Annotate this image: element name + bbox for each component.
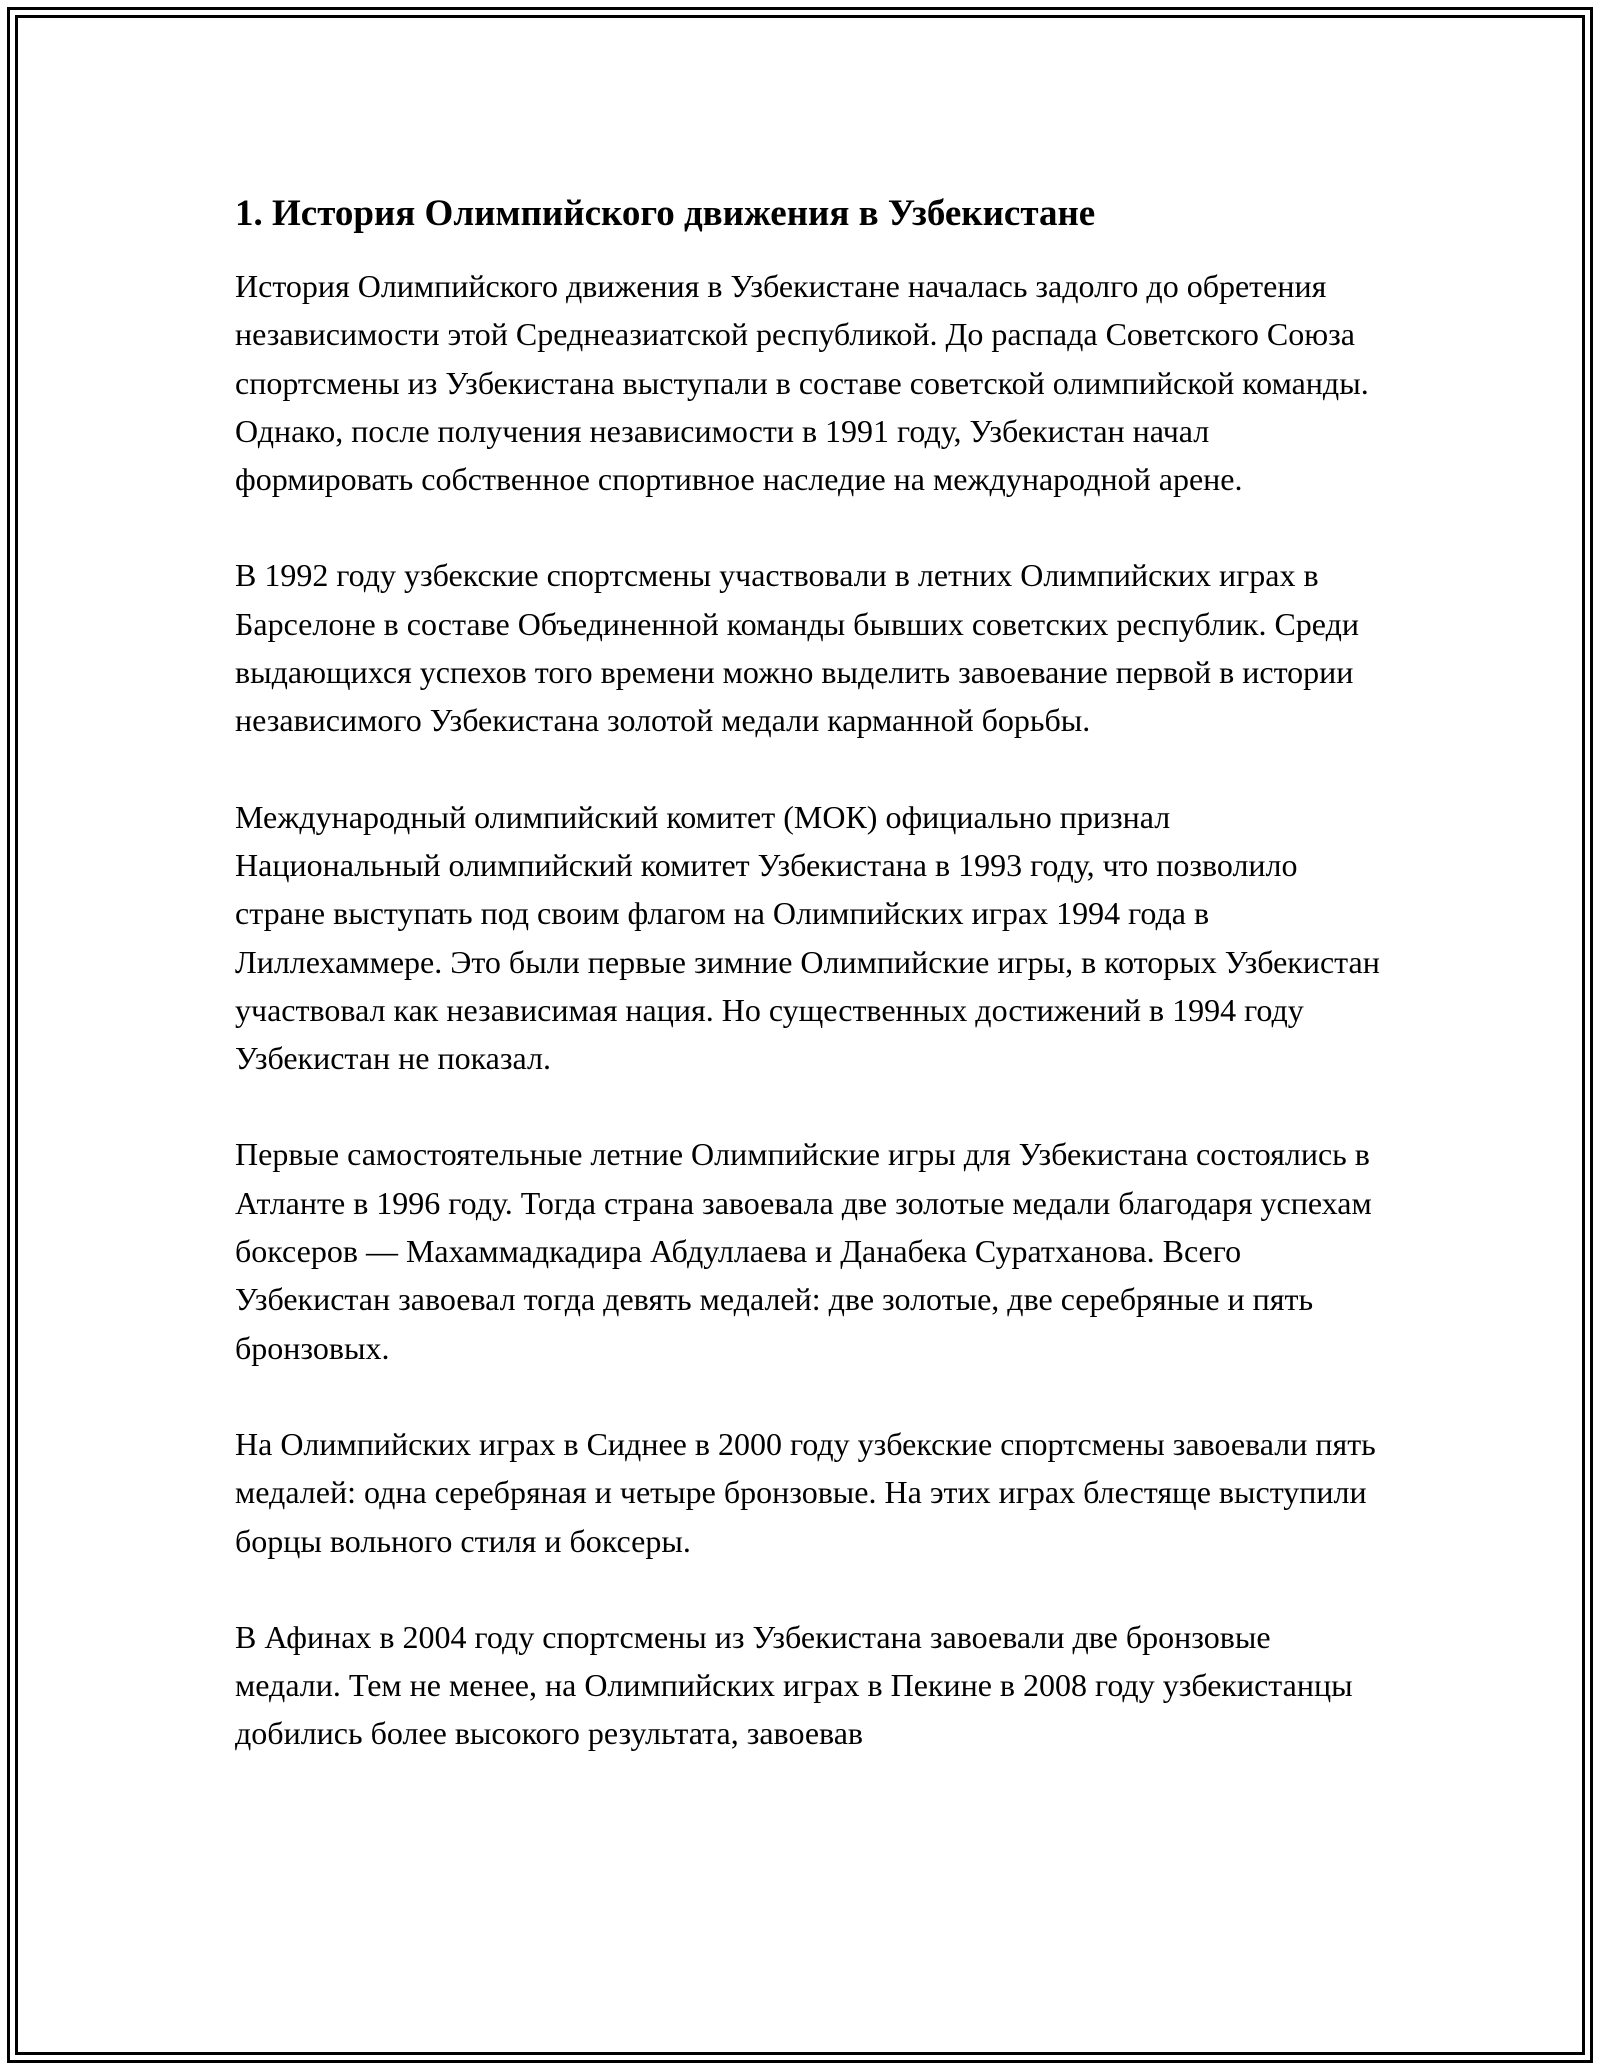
paragraph-atlanta-1996: Первые самостоятельные летние Олимпийские игры для Узбекистана состоялись в Атланте в 1996 году. Тогда страна завоевала две золотые медали благодаря успехам боксеров — Махаммадкадира Абдуллаева и Данабека Суратханова. Всего Узбекистан завоевал тогда девять медалей: две золотые, две серебряные и пять бронзовых. [235, 1136, 1372, 1366]
paragraph-sydney-2000: На Олимпийских играх в Сиднее в 2000 году узбекские спортсмены завоевали пять медалей: одна серебряная и четыре бронзовые. На этих играх блестяще выступили борцы вольного стиля и боксеры. [235, 1425, 1376, 1559]
section-heading: 1. История Олимпийского движения в Узбекистане [235, 193, 1096, 234]
paragraph-ioc-recognition: Международный олимпийский комитет (МОК) официально признал Национальный олимпийский комитет Узбекистана в 1993 году, что позволило стране выступать под своим флагом на Олимпийских играх 1994 года в Лиллехаммере. Это были первые зимние Олимпийские игры, в которых Узбекистан участвовал как независимая нация. Но существенных достижений в 1994 году Узбекистан не показал. [235, 798, 1380, 1077]
document-body [235, 190, 1380, 1806]
paragraph-athens-beijing: В Афинах в 2004 году спортсмены из Узбекистана завоевали две бронзовые медали. Тем не менее, на Олимпийских играх в Пекине в 2008 году узбекистанцы добились более высокого результата, завоевав [235, 1618, 1353, 1752]
paragraph-soviet-era: История Олимпийского движения в Узбекистане началась задолго до обретения независимости этой Среднеазиатской республикой. До распада Советского Союза спортсмены из Узбекистана выступали в составе советской олимпийской команды. Однако, после получения независимости в 1991 году, Узбекистан начал формировать собственное спортивное наследие на международной арене. [235, 268, 1369, 498]
paragraph-barcelona-1992: В 1992 году узбекские спортсмены участвовали в летних Олимпийских играх в Барселоне в составе Объединенной команды бывших советских республик. Среди выдающихся успехов того времени можно выделить завоевание первой в истории независимого Узбекистана золотой медали карманной борьбы. [235, 557, 1359, 739]
